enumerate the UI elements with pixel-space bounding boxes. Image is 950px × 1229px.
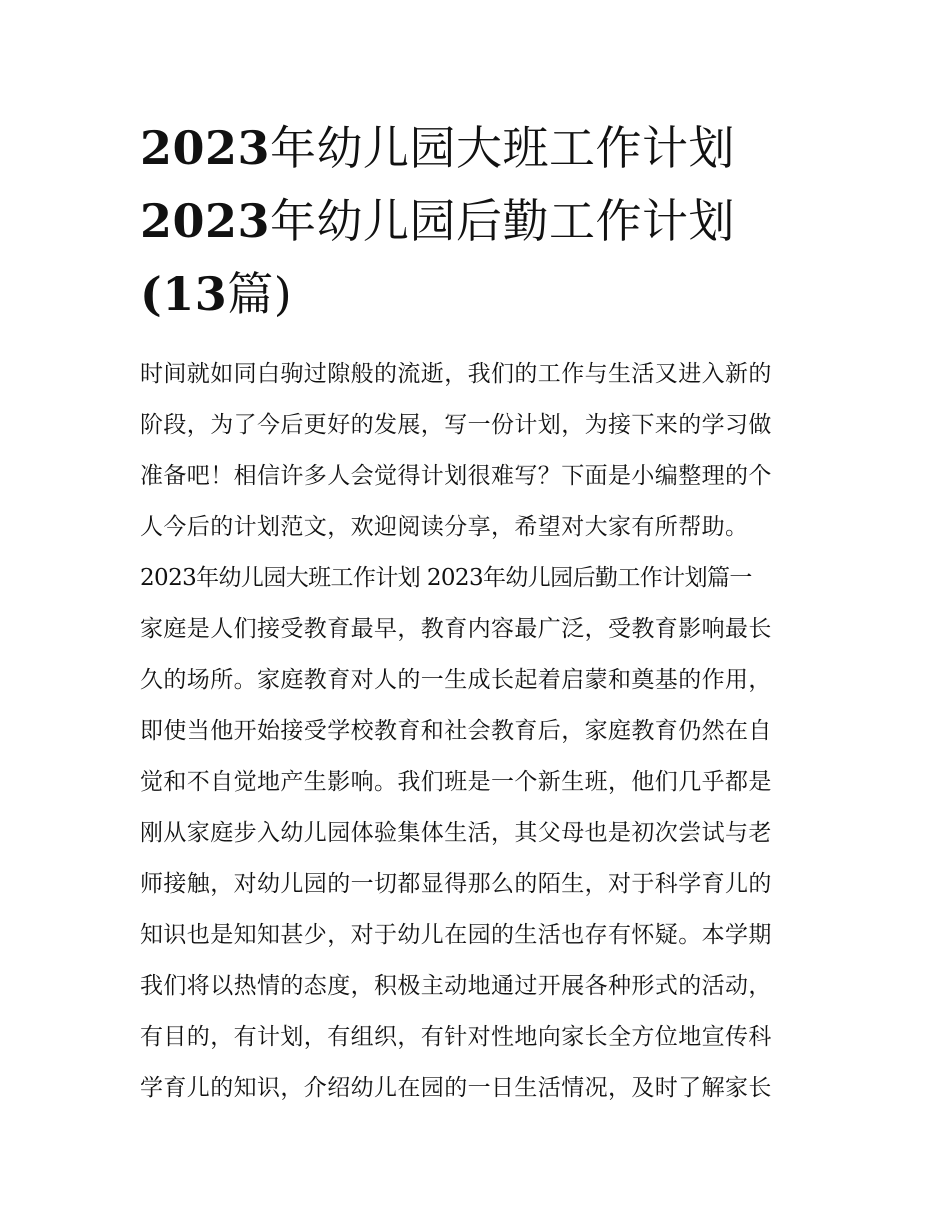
document-content <box>140 112 812 1114</box>
body-line: 知识也是知知甚少，对于幼儿在园的生活也存有怀疑。本学期 <box>140 922 772 948</box>
intro-line: 人今后的计划范文，欢迎阅读分享，希望对大家有所帮助。 <box>140 514 749 540</box>
title-line-1 <box>140 112 812 185</box>
title-line-2-number: 2023 <box>140 194 271 248</box>
section-heading: 2023年幼儿园大班工作计划 2023年幼儿园后勤工作计划篇一 <box>140 565 752 591</box>
title-line-2-text: 年幼儿园后勤工作计划 <box>270 194 736 248</box>
body-line: 家庭是人们接受教育最早，教育内容最广泛，受教育影响最长 <box>140 616 772 642</box>
body-line: 刚从家庭步入幼儿园体验集体生活，其父母也是初次尝试与老 <box>140 820 772 846</box>
title-line-2 <box>140 185 812 258</box>
body-line: 学育儿的知识，介绍幼儿在园的一日生活情况，及时了解家长 <box>140 1075 772 1101</box>
intro-line: 准备吧！相信许多人会觉得计划很难写？下面是小编整理的个 <box>140 463 772 489</box>
document-body <box>140 349 812 1114</box>
intro-line: 阶段，为了今后更好的发展，写一份计划，为接下来的学习做 <box>140 412 772 438</box>
body-line: 有目的，有计划，有组织，有针对性地向家长全方位地宣传科 <box>140 1024 772 1050</box>
intro-line: 时间就如同白驹过隙般的流逝，我们的工作与生活又进入新的 <box>140 361 772 387</box>
title-line-1-text: 年幼儿园大班工作计划 <box>270 121 736 175</box>
title-line-3-text: 篇) <box>227 267 293 321</box>
document-title <box>140 112 812 331</box>
body-line: 久的场所。家庭教育对人的一生成长起着启蒙和奠基的作用， <box>140 667 772 693</box>
title-line-3-number: (13 <box>140 267 228 321</box>
body-line: 即使当他开始接受学校教育和社会教育后，家庭教育仍然在自 <box>140 718 772 744</box>
title-line-3 <box>140 258 812 331</box>
body-line: 师接触，对幼儿园的一切都显得那么的陌生，对于科学育儿的 <box>140 871 772 897</box>
body-line: 觉和不自觉地产生影响。我们班是一个新生班，他们几乎都是 <box>140 769 772 795</box>
body-line: 我们将以热情的态度，积极主动地通过开展各种形式的活动， <box>140 973 772 999</box>
title-line-1-number: 2023 <box>140 121 271 175</box>
